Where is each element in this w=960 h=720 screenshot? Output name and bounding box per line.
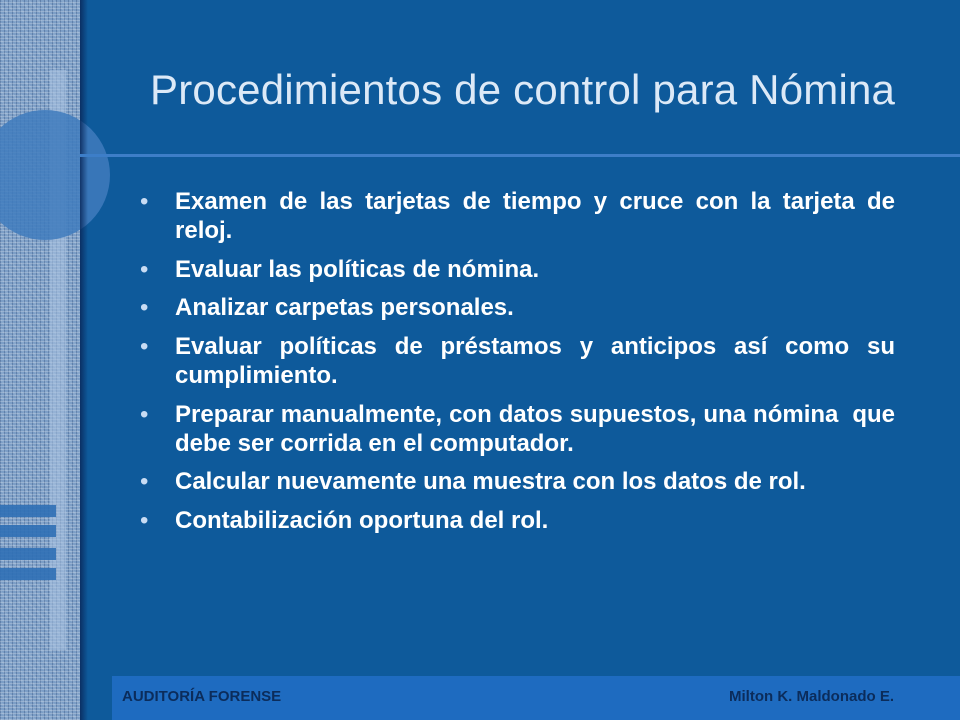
bullet-text: Analizar carpetas personales. [175, 294, 514, 322]
bullet-text: Evaluar políticas de préstamos y anticipos así como su cumplimiento. [175, 333, 895, 389]
bullet-item [140, 333, 895, 391]
bullet-text: Examen de las tarjetas de tiempo y cruce con la tarjeta de reloj. [175, 188, 895, 244]
bullet-text: Preparar manualmente, con datos supuestos, una nómina que debe ser corrida en el computador. [175, 400, 902, 457]
footer-author-label: Milton K. Maldonado E. [729, 688, 894, 705]
bullet-icon: • [140, 468, 149, 496]
bullet-text: Contabilización oportuna del rol. [175, 507, 549, 535]
bullet-icon: • [140, 294, 149, 322]
bullet-item [140, 188, 895, 246]
bullet-icon: • [140, 333, 149, 361]
bullet-icon: • [140, 188, 149, 215]
slide-title: Procedimientos de control para Nómina [150, 66, 896, 113]
footer-bar [112, 676, 960, 720]
bullet-item [140, 400, 902, 459]
bullet-text: Evaluar las políticas de nómina. [175, 255, 540, 283]
bullet-icon: • [140, 400, 149, 428]
decorative-stripe [0, 525, 56, 537]
decorative-stripe [0, 505, 56, 517]
decorative-texture-panel [0, 0, 80, 720]
decorative-stripe [0, 568, 56, 580]
decorative-stripe [0, 548, 56, 560]
footer-course-label: AUDITORÍA FORENSE [122, 688, 282, 705]
bullet-item [140, 256, 895, 285]
bullet-icon: • [140, 507, 149, 535]
bullet-icon: • [140, 255, 149, 283]
decorative-circle [0, 110, 110, 240]
decorative-edge-shadow [80, 0, 88, 720]
title-underline [80, 154, 960, 157]
bullet-text: Calcular nuevamente una muestra con los datos de rol. [175, 468, 806, 496]
bullet-list [140, 188, 902, 546]
bullet-item [140, 507, 895, 536]
bullet-item [140, 294, 895, 323]
bullet-item [140, 468, 895, 497]
